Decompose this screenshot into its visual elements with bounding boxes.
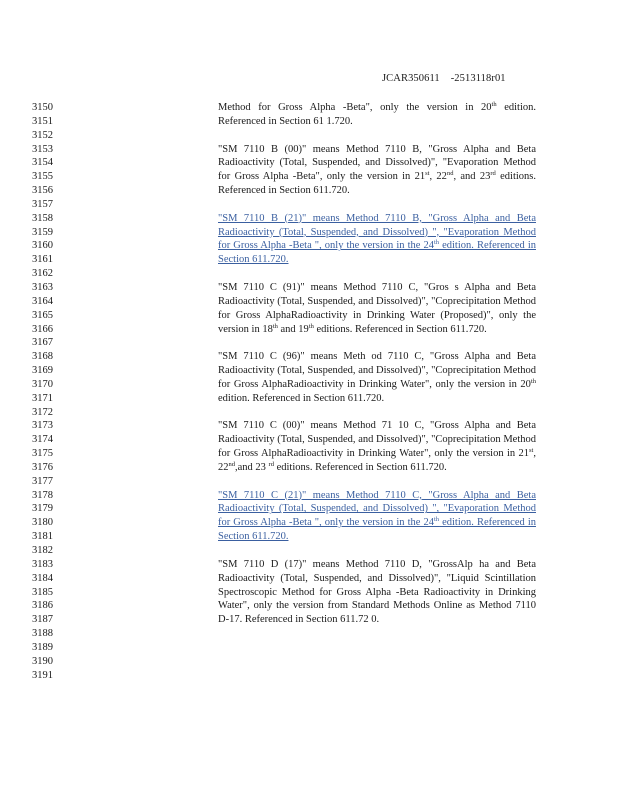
- line-number-column: [32, 101, 72, 682]
- paragraph: [218, 350, 536, 405]
- ordinal-suffix: rd: [268, 460, 274, 468]
- ordinal-suffix: th: [433, 516, 440, 524]
- paragraph-text: edition. Referenced in Section 611.720.: [218, 240, 536, 266]
- line-number: 3158: [32, 212, 53, 224]
- line-number: 3152: [32, 129, 53, 141]
- line-number: 3174: [32, 434, 53, 446]
- line-number: 3155: [32, 171, 53, 183]
- paragraph-text: "SM 7110 B (00)" means Method 7110 B, "Gross Alpha and Beta Radioactivity (Total, Suspended, and Dissolved)", "Evaporation Method for Gross Alpha -Beta", only the version in 21: [218, 143, 536, 183]
- line-number: 3190: [32, 655, 53, 667]
- line-number: 3169: [32, 365, 53, 377]
- line-number: 3188: [32, 628, 53, 640]
- paragraph-text: , 22: [218, 448, 536, 473]
- paragraph-text: "SM 7110 C (91)" means Method 7110 C, "Gros s Alpha and Beta Radioactivity (Total, Suspended, and Dissolved)", "Coprecipitation Method for Gross AlphaRadioactivity in Drinking Water (Proposed)", only the version in 18: [218, 281, 536, 335]
- paragraph-text: Method for Gross Alpha -Beta", only the version in 20: [218, 102, 492, 113]
- line-number: 3189: [32, 641, 53, 653]
- line-number: 3176: [32, 461, 53, 473]
- line-number: 3168: [32, 351, 53, 363]
- line-number: 3175: [32, 448, 53, 460]
- line-number: 3162: [32, 268, 53, 280]
- line-number: 3157: [32, 198, 53, 210]
- paragraph-text: editions. Referenced in Section 611.720.: [313, 323, 487, 335]
- line-number: 3161: [32, 254, 53, 266]
- line-number: 3170: [32, 378, 53, 390]
- line-number: 3159: [32, 226, 53, 238]
- inserted-paragraph: [218, 212, 536, 267]
- line-number: 3183: [32, 558, 53, 570]
- line-number: 3186: [32, 600, 53, 612]
- ordinal-suffix: st: [529, 447, 534, 455]
- paragraph-text: "SM 7110 C (96)" means Meth od 7110 C, "Gross Alpha and Beta Radioactivity (Total, Suspended, and Dissolved)", "Coprecipitation Method for Gross AlphaRadioactivity in Drinking Water", only the version in 20: [218, 351, 536, 390]
- ordinal-suffix: rd: [490, 170, 496, 178]
- paragraph-text: and 19: [277, 323, 309, 335]
- paragraph-text: edition. Referenced in Section 61 1.720.: [218, 102, 536, 127]
- line-number: 3180: [32, 517, 53, 529]
- line-number: 3154: [32, 157, 53, 169]
- line-number: 3185: [32, 586, 53, 598]
- paragraph: [218, 281, 536, 336]
- ordinal-suffix: th: [530, 377, 536, 385]
- ordinal-suffix: st: [425, 170, 430, 178]
- document-id: JCAR350611: [382, 73, 440, 84]
- paragraph-text: , and 23: [453, 171, 491, 183]
- paragraph-text: editions. Referenced in Section 611.720.: [273, 461, 447, 473]
- line-number: 3177: [32, 475, 53, 487]
- document-body: [218, 101, 536, 641]
- paragraph: [218, 558, 536, 627]
- line-number: 3171: [32, 392, 53, 404]
- paragraph-text: , 22: [429, 171, 447, 183]
- line-number: 3165: [32, 309, 53, 321]
- ordinal-suffix: nd: [446, 170, 454, 178]
- ordinal-suffix: nd: [228, 460, 235, 468]
- paragraph-text: "SM 7110 D (17)" means Method 7110 D, "GrossAlp ha and Beta Radioactivity (Total, Suspended, and Dissolved)", "Liquid Scintillation Spectroscopic Method for Gross Alpha -Beta Radioactivity in Drinking Water", only the version from Standard Methods Online as Method 7110 D-17. Referenced in Section 611.72 0.: [218, 558, 536, 626]
- paragraph-text: edition. Referenced in Section 611.720.: [218, 517, 536, 543]
- line-number: 3172: [32, 406, 53, 418]
- line-number: 3191: [32, 669, 53, 681]
- line-number: 3163: [32, 281, 53, 293]
- ordinal-suffix: th: [308, 322, 314, 330]
- ordinal-suffix: th: [491, 101, 497, 108]
- paragraph-text: "SM 7110 C (21)" means Method 7110 C, "Gross Alpha and Beta Radioactivity (Total, Suspended, and Dissolved) ", "Evaporation Method for Gross Alpha -Beta ", only the version in the 24: [218, 489, 536, 529]
- line-number: 3160: [32, 240, 53, 252]
- line-number: 3150: [32, 102, 53, 113]
- paragraph: [218, 419, 536, 474]
- document-revision: -2513118r01: [450, 73, 506, 84]
- line-number: 3166: [32, 323, 53, 335]
- line-number: 3167: [32, 337, 53, 349]
- line-number: 3156: [32, 185, 53, 197]
- line-number: 3182: [32, 545, 53, 556]
- paragraph: [218, 101, 536, 129]
- ordinal-suffix: th: [433, 239, 440, 247]
- paragraph-text: ,and 23: [235, 461, 269, 473]
- line-number: 3184: [32, 572, 53, 584]
- paragraph: [218, 143, 536, 198]
- inserted-paragraph: [218, 489, 536, 544]
- paragraph-text: "SM 7110 C (00)" means Method 71 10 C, "Gross Alpha and Beta Radioactivity (Total, Suspended, and Dissolved)", "Coprecipitation Method for Gross AlphaRadioactivity in Drinking Water", only the version in 21: [218, 420, 536, 460]
- line-number: 3178: [32, 489, 53, 501]
- line-number: 3153: [32, 143, 53, 155]
- line-number: 3179: [32, 503, 53, 515]
- line-number: 3173: [32, 420, 53, 432]
- paragraph-text: editions. Referenced in Section 611.720.: [218, 171, 536, 197]
- line-number: 3151: [32, 115, 53, 127]
- paragraph-text: edition. Referenced in Section 611.720.: [218, 392, 385, 404]
- document-header: [382, 73, 506, 84]
- paragraph-text: "SM 7110 B (21)" means Method 7110 B, "Gross Alpha and Beta Radioactivity (Total, Suspended, and Dissolved) ", "Evaporation Method for Gross Alpha -Beta ", only the version in the 24: [218, 212, 536, 252]
- line-number: 3181: [32, 531, 53, 543]
- line-number: 3187: [32, 614, 53, 626]
- ordinal-suffix: th: [272, 322, 278, 330]
- line-number: 3164: [32, 295, 53, 307]
